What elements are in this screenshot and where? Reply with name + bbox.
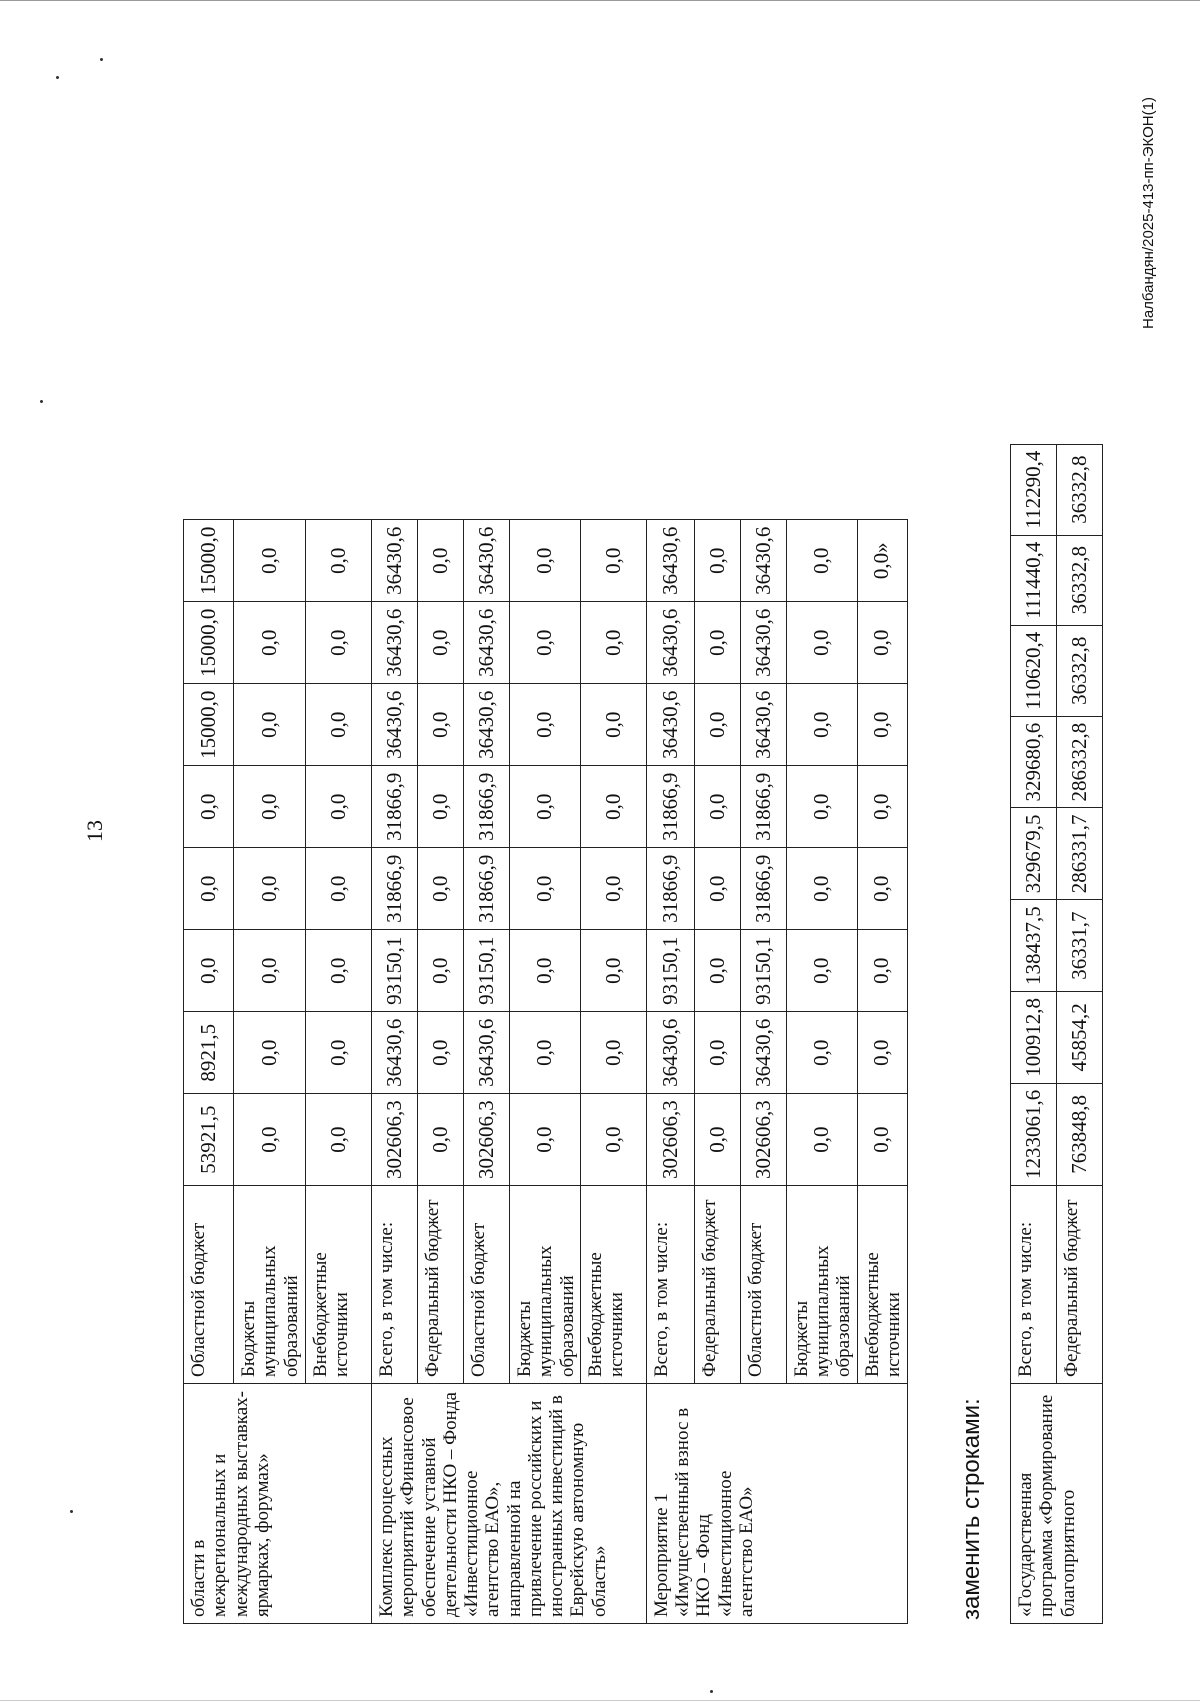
funding-table: [183, 519, 908, 1624]
amount-cell: 36430,6: [464, 520, 510, 602]
amount-cell: 93150,1: [464, 930, 510, 1012]
amount-cell: 0,0: [580, 1094, 646, 1186]
table-row: [646, 520, 694, 1624]
amount-cell: 0,0: [306, 684, 372, 766]
amount-cell: 0,0: [306, 1012, 372, 1094]
amount-cell: 0,0: [786, 520, 857, 602]
amount-cell: 31866,9: [646, 766, 694, 848]
amount-cell: 93150,1: [372, 930, 418, 1012]
funding-source: Бюджеты муниципальных образований: [510, 1186, 581, 1384]
amount-cell: 31866,9: [740, 766, 786, 848]
funding-source: Федеральный бюджет: [418, 1186, 464, 1384]
amount-cell: 0,0: [418, 848, 464, 930]
amount-cell: 1233061,6: [1011, 1083, 1057, 1185]
amount-cell: 36430,6: [464, 1012, 510, 1094]
amount-cell: 302606,3: [464, 1094, 510, 1186]
amount-cell: 0,0: [418, 602, 464, 684]
funding-source: Всего, в том числе:: [646, 1186, 694, 1384]
amount-cell: 0,0: [786, 602, 857, 684]
amount-cell: 31866,9: [372, 848, 418, 930]
amount-cell: 36332,8: [1057, 444, 1103, 535]
amount-cell: 0,0: [306, 848, 372, 930]
amount-cell: 31866,9: [464, 848, 510, 930]
amount-cell: 0,0: [694, 602, 740, 684]
funding-source: Бюджеты муниципальных образований: [234, 1186, 306, 1384]
amount-cell: 138437,5: [1011, 900, 1057, 992]
amount-cell: 0,0: [510, 848, 581, 930]
amount-cell: 31866,9: [646, 848, 694, 930]
replace-heading: заменить строками:: [958, 1398, 985, 1620]
amount-cell: 0,0: [857, 930, 907, 1012]
amount-cell: 0,0: [857, 1094, 907, 1186]
amount-cell: 36430,6: [740, 1012, 786, 1094]
amount-cell: 0,0: [786, 684, 857, 766]
amount-cell: 0,0: [510, 1094, 581, 1186]
amount-cell: 286331,7: [1057, 808, 1103, 900]
amount-cell: 0,0: [306, 520, 372, 602]
amount-cell: 31866,9: [464, 766, 510, 848]
amount-cell: 0,0: [306, 1094, 372, 1186]
amount-cell: 93150,1: [646, 930, 694, 1012]
amount-cell: 15000,0: [184, 602, 234, 684]
item-description: Мероприятие 1 «Имущественный взнос в НКО – Фонд «Инвестиционное агентство ЕАО»: [646, 1384, 907, 1624]
amount-cell: 36430,6: [646, 684, 694, 766]
amount-cell: 0,0: [510, 684, 581, 766]
amount-cell: 0,0: [694, 1012, 740, 1094]
amount-cell: 36430,6: [740, 602, 786, 684]
amount-cell: 0,0: [306, 602, 372, 684]
amount-cell: 0,0: [786, 930, 857, 1012]
amount-cell: 0,0: [857, 684, 907, 766]
amount-cell: 36430,6: [646, 520, 694, 602]
amount-cell: 0,0: [510, 1012, 581, 1094]
amount-cell: 0,0: [234, 930, 306, 1012]
amount-cell: 36430,6: [740, 684, 786, 766]
amount-cell: 53921,5: [184, 1094, 234, 1186]
amount-cell: 0,0: [580, 930, 646, 1012]
replacement-table: [1010, 444, 1103, 1624]
amount-cell: 36430,6: [372, 1012, 418, 1094]
amount-cell: 0,0: [234, 1094, 306, 1186]
amount-cell: 0,0: [580, 684, 646, 766]
amount-cell: 0,0: [694, 930, 740, 1012]
amount-cell: 329680,6: [1011, 716, 1057, 808]
table-row: [1011, 444, 1057, 1623]
page-number: 13: [82, 820, 107, 842]
amount-cell: 15000,0: [184, 684, 234, 766]
amount-cell: 100912,8: [1011, 992, 1057, 1084]
amount-cell: 0,0: [510, 766, 581, 848]
amount-cell: 112290,4: [1011, 444, 1057, 535]
table-row: [372, 520, 418, 1624]
amount-cell: 0,0: [418, 766, 464, 848]
amount-cell: 36430,6: [372, 684, 418, 766]
amount-cell: 329679,5: [1011, 808, 1057, 900]
amount-cell: 286332,8: [1057, 716, 1103, 808]
funding-source: Всего, в том числе:: [372, 1186, 418, 1384]
amount-cell: 0,0: [694, 848, 740, 930]
amount-cell: 302606,3: [372, 1094, 418, 1186]
funding-source: Внебюджетные источники: [306, 1186, 372, 1384]
amount-cell: 0,0: [580, 766, 646, 848]
funding-source: Областной бюджет: [740, 1186, 786, 1384]
amount-cell: 0,0: [786, 766, 857, 848]
amount-cell: 0,0: [306, 766, 372, 848]
replacement-table-body: [1011, 444, 1103, 1623]
amount-cell: 36430,6: [740, 520, 786, 602]
amount-cell: 0,0: [306, 930, 372, 1012]
amount-cell: 110620,4: [1011, 625, 1057, 716]
amount-cell: 0,0: [857, 848, 907, 930]
amount-cell: 0,0: [234, 602, 306, 684]
amount-cell: 0,0: [786, 1094, 857, 1186]
amount-cell: 36430,6: [646, 1012, 694, 1094]
amount-cell: 36331,7: [1057, 900, 1103, 992]
amount-cell: 36430,6: [646, 602, 694, 684]
amount-cell: 0,0: [580, 1012, 646, 1094]
amount-cell: 302606,3: [740, 1094, 786, 1186]
amount-cell: 0,0: [510, 520, 581, 602]
amount-cell: 36332,8: [1057, 625, 1103, 716]
amount-cell: 36430,6: [464, 602, 510, 684]
amount-cell: 0,0: [786, 1012, 857, 1094]
amount-cell: 0,0: [580, 602, 646, 684]
amount-cell: 0,0: [786, 848, 857, 930]
funding-source: Областной бюджет: [184, 1186, 234, 1384]
amount-cell: 31866,9: [740, 848, 786, 930]
amount-cell: 31866,9: [372, 766, 418, 848]
amount-cell: 0,0: [418, 1094, 464, 1186]
item-description: области в межрегиональных и международных выставках-ярмарках, форумах»: [184, 1384, 372, 1624]
amount-cell: 0,0: [234, 520, 306, 602]
amount-cell: 36430,6: [464, 684, 510, 766]
amount-cell: 0,0: [694, 684, 740, 766]
amount-cell: 0,0: [234, 684, 306, 766]
funding-source: Федеральный бюджет: [1057, 1186, 1103, 1384]
amount-cell: 0,0: [510, 930, 581, 1012]
amount-cell: 93150,1: [740, 930, 786, 1012]
amount-cell: 0,0: [184, 930, 234, 1012]
funding-source: Внебюджетные источники: [857, 1186, 907, 1384]
amount-cell: 0,0: [418, 930, 464, 1012]
amount-cell: 0,0: [857, 602, 907, 684]
amount-cell: 36430,6: [372, 520, 418, 602]
funding-source: Федеральный бюджет: [694, 1186, 740, 1384]
amount-cell: 8921,5: [184, 1012, 234, 1094]
amount-cell: 0,0»: [857, 520, 907, 602]
table-row: [184, 520, 234, 1624]
amount-cell: 0,0: [580, 520, 646, 602]
amount-cell: 0,0: [694, 766, 740, 848]
amount-cell: 36332,8: [1057, 535, 1103, 625]
amount-cell: 36430,6: [372, 602, 418, 684]
amount-cell: 0,0: [857, 766, 907, 848]
footer-document-code: Налбандян/2025-413-пп-ЭКОН(1): [1140, 97, 1157, 329]
funding-source: Всего, в том числе:: [1011, 1186, 1057, 1384]
amount-cell: 45854,2: [1057, 992, 1103, 1084]
item-description: «Государственная программа «Формирование благоприятного: [1011, 1384, 1103, 1624]
funding-source: Областной бюджет: [464, 1186, 510, 1384]
funding-source: Внебюджетные источники: [580, 1186, 646, 1384]
amount-cell: 0,0: [184, 848, 234, 930]
amount-cell: 15000,0: [184, 520, 234, 602]
amount-cell: 0,0: [234, 766, 306, 848]
amount-cell: 0,0: [857, 1012, 907, 1094]
amount-cell: 0,0: [234, 1012, 306, 1094]
amount-cell: 0,0: [694, 520, 740, 602]
amount-cell: 0,0: [418, 1012, 464, 1094]
amount-cell: 0,0: [234, 848, 306, 930]
amount-cell: 111440,4: [1011, 535, 1057, 625]
amount-cell: 0,0: [184, 766, 234, 848]
amount-cell: 0,0: [510, 602, 581, 684]
amount-cell: 0,0: [418, 520, 464, 602]
item-description: Комплекс процессных мероприятий «Финансовое обеспечение уставной деятельности НКО – Фонда «Инвестиционное агентство ЕАО», направленной на привлечение российских и иностранных инвестиций в Еврейскую автономную область»: [372, 1384, 647, 1624]
amount-cell: 302606,3: [646, 1094, 694, 1186]
funding-source: Бюджеты муниципальных образований: [786, 1186, 857, 1384]
amount-cell: 0,0: [580, 848, 646, 930]
amount-cell: 763848,8: [1057, 1083, 1103, 1185]
amount-cell: 0,0: [418, 684, 464, 766]
funding-table-body: [184, 520, 908, 1624]
amount-cell: 0,0: [694, 1094, 740, 1186]
